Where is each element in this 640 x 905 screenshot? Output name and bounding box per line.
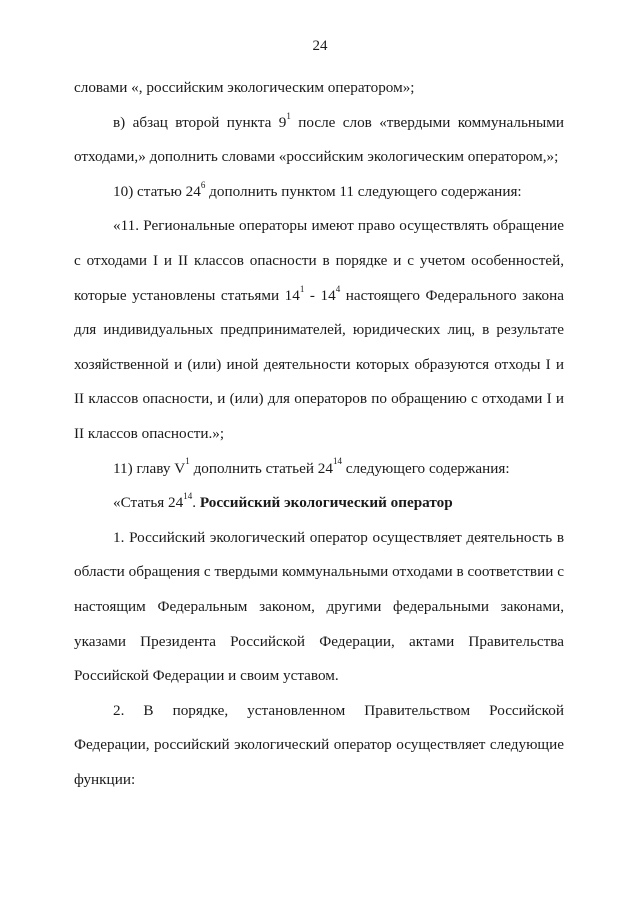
paragraph-item-11-quote — [74, 209, 564, 451]
text-run: 10) статью 24 — [113, 182, 201, 200]
superscript: 1 — [185, 456, 190, 467]
text-run: - 14 — [304, 286, 336, 304]
text-run: «11. Региональные операторы имеют право осуществлять обращение с отходами I и II классов опасности в порядке и с учетом особенностей, которые установлены статьями 14 — [74, 217, 564, 304]
text-run: 11) главу V — [113, 459, 186, 477]
text-run: в) абзац второй пункта 9 — [113, 113, 287, 131]
article-title: Российский экологический оператор — [199, 494, 453, 512]
text-run: настоящего Федерального закона для индивидуальных предпринимателей, юридических лиц, в результате хозяйственной и (или) иной деятельности которых образуются отходы I и II классов опасности, и (или) для операторов по обращению с отходами I и II классов опасности.»; — [74, 286, 564, 442]
superscript: 1 — [286, 110, 291, 121]
text-run: 2. В порядке, установленном Правительством Российской Федерации, российский экологический оператор осуществляет следующие функции: — [74, 701, 564, 788]
text-run: дополнить пунктом 11 следующего содержания: — [205, 182, 522, 200]
paragraph-item-v — [74, 106, 564, 175]
document-body — [74, 71, 564, 797]
superscript: 4 — [335, 283, 341, 294]
text-run: «Статья 24 — [113, 494, 184, 512]
paragraph-item-11 — [74, 452, 564, 487]
superscript: 14 — [183, 491, 193, 502]
superscript: 1 — [299, 283, 305, 294]
page-number: 24 — [312, 38, 328, 54]
article-heading — [74, 486, 564, 521]
superscript: 14 — [332, 456, 342, 467]
text-run: следующего содержания: — [341, 459, 510, 477]
text-run: словами «, российским экологическим оператором»; — [74, 79, 415, 96]
paragraph-point-2 — [74, 694, 564, 798]
paragraph-point-1 — [74, 521, 564, 694]
text-run: дополнить статьей 24 — [189, 459, 333, 477]
superscript: 6 — [200, 179, 206, 190]
paragraph-continuation — [74, 71, 564, 106]
text-run: 1. Российский экологический оператор осуществляет деятельность в области обращения с твердыми коммунальными отходами в соответствии с настоящим Федеральным законом, другими федеральными законами, указами Президента Российской Федерации, актами Правительства Российской Федерации и своим уставом. — [74, 528, 564, 685]
paragraph-item-10 — [74, 175, 564, 210]
text-run: . — [192, 494, 200, 512]
text-run: после слов «твердыми коммунальными отходами,» дополнить словами «российским экологическим оператором,»; — [74, 113, 564, 166]
